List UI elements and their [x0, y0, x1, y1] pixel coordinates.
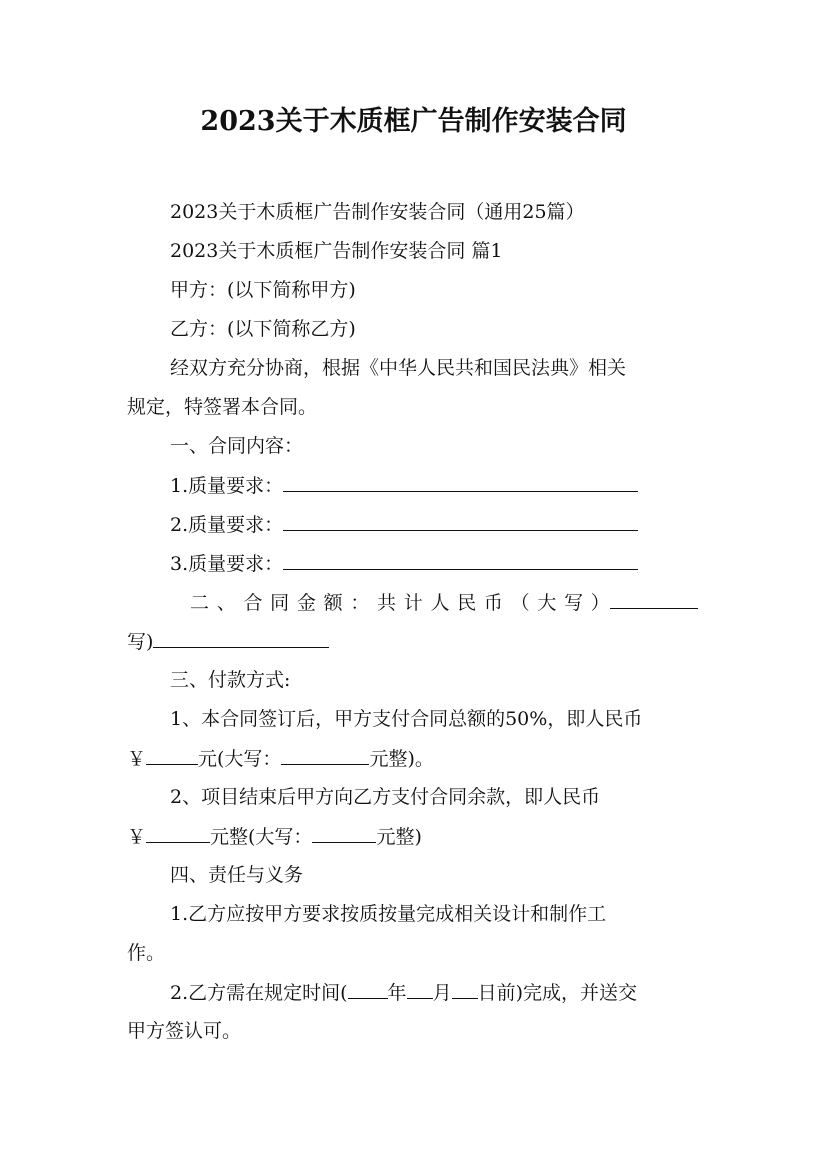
duty-1-line-1: 1.乙方应按甲方要求按质按量完成相关设计和制作工 — [170, 903, 607, 925]
amount-char: 合 — [243, 592, 263, 614]
payment-1-line-1: 1、本合同签订后，甲方支付合同总额的50%，即人民币 — [170, 708, 643, 730]
contract-amount-spread-text — [190, 589, 610, 617]
quality-2-blank — [283, 510, 638, 531]
payment-1-uppercase-blank — [281, 744, 369, 765]
payment-2-line-2 — [127, 822, 422, 851]
quality-3-blank — [283, 549, 638, 570]
intro-line: 2023关于木质框广告制作安装合同（通用25篇） — [170, 201, 585, 223]
duty-2-end-text: 日前)完成，并送交 — [477, 982, 637, 1004]
party-b-line: 乙方：(以下简称乙方) — [170, 318, 356, 340]
duty-2-line-1 — [170, 978, 637, 1007]
payment-1-amount-blank — [146, 744, 198, 765]
duty-1-line-2: 作。 — [127, 942, 166, 964]
quality-requirement-1 — [170, 471, 638, 500]
amount-char: 金 — [296, 592, 316, 614]
payment-2-end-text: 元整) — [376, 826, 422, 848]
payment-2-line-1: 2、项目结束后甲方向乙方支付合同余款，即人民币 — [170, 786, 601, 808]
month-blank — [407, 978, 433, 999]
amount-uppercase-blank — [610, 588, 698, 609]
section-responsibilities: 四、责任与义务 — [170, 864, 304, 886]
quality-1-blank — [283, 471, 638, 492]
preamble-line-2: 规定，特签署本合同。 — [127, 396, 318, 418]
quality-3-label: 3.质量要求： — [170, 553, 284, 575]
quality-2-label: 2.质量要求： — [170, 514, 284, 536]
payment-2-amount-blank — [146, 822, 210, 843]
amount-lowercase-blank — [153, 627, 329, 648]
amount-cont-label: 写) — [127, 631, 154, 653]
amount-char: 人 — [430, 592, 450, 614]
contract-amount-continued — [127, 627, 329, 656]
quality-1-label: 1.质量要求： — [170, 475, 284, 497]
document-title: 2023关于木质框广告制作安装合同 — [200, 106, 627, 137]
amount-char: 计 — [403, 592, 423, 614]
payment-1-line-2 — [127, 744, 434, 773]
payment-1-mid-text: 元(大写： — [198, 748, 282, 770]
section-payment-method: 三、付款方式: — [170, 669, 291, 691]
payment-2-mid-text: 元整(大写： — [210, 826, 313, 848]
amount-char: 二 — [190, 592, 210, 614]
quality-requirement-2 — [170, 510, 638, 539]
payment-2-uppercase-blank — [312, 822, 376, 843]
amount-char: ： — [350, 592, 370, 614]
day-blank — [452, 978, 478, 999]
amount-char: 额 — [323, 592, 343, 614]
amount-char: 写 — [564, 592, 584, 614]
amount-char: ） — [590, 592, 610, 614]
preamble-line-1: 经双方充分协商，根据《中华人民共和国民法典》相关 — [170, 357, 627, 379]
part-heading: 2023关于木质框广告制作安装合同 篇1 — [170, 240, 503, 262]
amount-char: （ — [510, 592, 530, 614]
year-blank — [348, 978, 388, 999]
yen-symbol: ￥ — [127, 826, 147, 848]
amount-char: 共 — [377, 592, 397, 614]
party-a-line: 甲方：(以下简称甲方) — [170, 279, 356, 301]
duty-2-start-text: 2.乙方需在规定时间( — [170, 982, 348, 1004]
amount-char: 民 — [457, 592, 477, 614]
amount-char: 大 — [537, 592, 557, 614]
section-contract-amount — [190, 588, 702, 617]
month-label: 月 — [432, 982, 452, 1004]
amount-char: 同 — [270, 592, 290, 614]
amount-char: 、 — [216, 592, 236, 614]
payment-1-end-text: 元整)。 — [369, 748, 434, 770]
amount-char: 币 — [483, 592, 503, 614]
section-contract-content: 一、合同内容： — [170, 435, 304, 457]
year-label: 年 — [387, 982, 407, 1004]
yen-symbol: ￥ — [127, 748, 147, 770]
quality-requirement-3 — [170, 549, 638, 578]
duty-2-line-2: 甲方签认可。 — [127, 1020, 242, 1042]
